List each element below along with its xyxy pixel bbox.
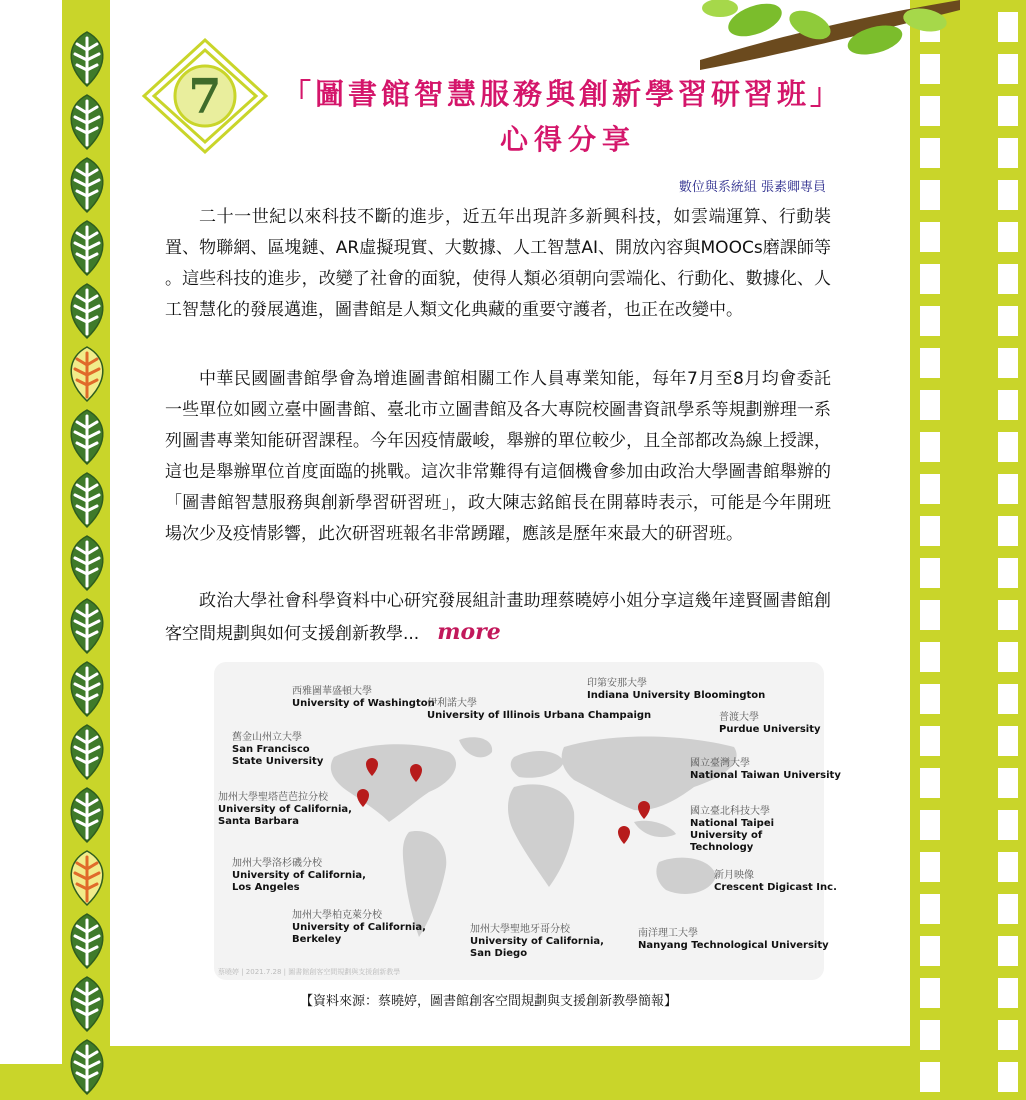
film-hole	[998, 390, 1018, 420]
film-hole	[920, 306, 940, 336]
leaf-icon	[62, 219, 112, 277]
film-hole	[920, 852, 940, 882]
film-hole	[920, 684, 940, 714]
film-hole	[920, 768, 940, 798]
leaf-icon	[62, 849, 112, 907]
tree-branch-decoration	[660, 0, 960, 80]
map-label-washington: 西雅圖華盛頓大學 University of Washington	[292, 686, 435, 709]
film-hole	[998, 1062, 1018, 1092]
leaf-icon	[62, 156, 112, 214]
map-label-berkeley: 加州大學柏克萊分校 University of California, Berkeley	[292, 910, 426, 945]
film-hole	[920, 726, 940, 756]
map-label-indiana: 印第安那大學 Indiana University Bloomington	[587, 678, 766, 701]
film-hole	[920, 474, 940, 504]
film-hole	[998, 516, 1018, 546]
film-hole	[998, 558, 1018, 588]
film-hole	[920, 600, 940, 630]
film-hole	[998, 768, 1018, 798]
map-label-ucla: 加州大學洛杉磯分校 University of California, Los Angeles	[232, 858, 366, 893]
film-hole	[998, 642, 1018, 672]
leaf-icon	[62, 345, 112, 403]
film-hole	[920, 894, 940, 924]
film-hole	[920, 348, 940, 378]
film-hole	[998, 264, 1018, 294]
film-hole	[920, 642, 940, 672]
paragraph-3-text: 政治大學社會科學資料中心研究發展組計畫助理蔡曉婷小姐分享這幾年達賢圖書館創客空間規劃與如何支援創新教學...	[165, 591, 831, 644]
film-strip-border	[910, 0, 1026, 1064]
leaf-icon	[62, 723, 112, 781]
article-title-line2: 心得分享	[500, 123, 637, 156]
film-hole	[998, 432, 1018, 462]
leaf-icon	[62, 786, 112, 844]
section-number: 7	[188, 69, 222, 125]
film-hole	[998, 726, 1018, 756]
film-hole	[920, 516, 940, 546]
film-hole	[920, 138, 940, 168]
film-hole	[998, 978, 1018, 1008]
partner-map-figure	[214, 662, 841, 980]
leaf-icon	[62, 1038, 112, 1096]
map-label-purdue: 普渡大學 Purdue University	[719, 712, 821, 735]
film-hole	[998, 600, 1018, 630]
film-hole	[920, 96, 940, 126]
film-hole	[998, 474, 1018, 504]
section-number-badge	[140, 36, 270, 156]
film-hole	[920, 264, 940, 294]
paragraph-2: 中華民國圖書館學會為增進圖書館相關工作人員專業知能，每年7月至8月均會委託一些單位如國立臺中圖書館、臺北市立圖書館及各大專院校圖書資訊學系等規劃辦理一系列圖書專業知能研習課程。今年因疫情嚴峻，舉辦的單位較少，且全部都改為線上授課，這也是舉辦單位首度面臨的挑戰。這次非常難得有這個機會參加由政治大學圖書館舉辦的「圖書館智慧服務與創新學習研習班」，政大陳志銘館長在開幕時表示，可能是今年開班場次少及疫情影響，此次研習班報名非常踴躍，應該是歷年來最大的研習班。	[165, 369, 831, 544]
film-hole	[920, 936, 940, 966]
film-hole	[998, 894, 1018, 924]
leaf-icon	[62, 912, 112, 970]
map-label-ntut: 國立臺北科技大學 National Taipei University of Technology	[690, 806, 775, 853]
leaf-icon	[62, 975, 112, 1033]
map-credit: 蔡曉婷 | 2021.7.28 | 圖書館創客空間規劃與支援創新教學	[218, 968, 401, 976]
film-hole	[920, 1062, 940, 1092]
figure-caption: 【資料來源：蔡曉婷，圖書館創客空間規劃與支援創新教學簡報】	[300, 994, 678, 1009]
map-label-ntu: 國立臺灣大學 National Taiwan University	[690, 758, 841, 781]
film-hole	[920, 978, 940, 1008]
film-hole	[998, 180, 1018, 210]
leaf-icon	[62, 408, 112, 466]
film-hole	[920, 1020, 940, 1050]
film-hole	[998, 348, 1018, 378]
map-label-ucsb: 加州大學聖塔芭芭拉分校 University of California, Santa Barbara	[218, 792, 352, 827]
leaf-icon	[62, 534, 112, 592]
article-title-line1: 「圖書館智慧服務與創新學習研習班」	[282, 77, 844, 111]
map-label-ucsd: 加州大學聖地牙哥分校 University of California, San Diego	[470, 924, 604, 959]
film-hole	[998, 306, 1018, 336]
film-hole	[998, 222, 1018, 252]
leaf-icon	[62, 93, 112, 151]
paragraph-1: 二十一世紀以來科技不斷的進步，近五年出現許多新興科技，如雲端運算、行動裝置、物聯網、區塊鏈、AR虛擬現實、大數據、人工智慧AI、開放內容與MOOCs磨課師等 。這些科技的進步，改變了社會的面貌，使得人類必須朝向雲端化、行動化、數據化、人工智慧化的發展邁進，圖書館是人類文化典藏的重要守護者，也正在改變中。	[165, 207, 831, 320]
map-label-crescent: 新月映像 Crescent Digicast Inc.	[714, 870, 837, 893]
bottom-border	[110, 1046, 910, 1064]
leaf-icon	[62, 282, 112, 340]
left-margin	[0, 0, 62, 1064]
film-hole	[920, 222, 940, 252]
map-label-ntu-singapore: 南洋理工大學 Nanyang Technological University	[638, 928, 829, 951]
film-hole	[920, 558, 940, 588]
film-hole	[998, 1020, 1018, 1050]
film-hole	[998, 138, 1018, 168]
film-hole	[920, 810, 940, 840]
paragraph-3	[165, 586, 831, 650]
leaf-icon	[62, 597, 112, 655]
author-byline: 數位與系統組 張素卿專員	[678, 180, 826, 195]
film-hole	[998, 12, 1018, 42]
film-hole	[998, 936, 1018, 966]
film-hole	[998, 684, 1018, 714]
map-label-sfsu: 舊金山州立大學 San Francisco State University	[232, 732, 324, 767]
film-hole	[998, 96, 1018, 126]
film-hole	[920, 432, 940, 462]
more-link[interactable]: more	[437, 619, 501, 645]
film-hole	[920, 390, 940, 420]
film-hole	[998, 852, 1018, 882]
leaf-icon	[62, 30, 112, 88]
film-hole	[920, 180, 940, 210]
leaf-icon	[62, 660, 112, 718]
film-hole	[998, 810, 1018, 840]
film-hole	[998, 54, 1018, 84]
leaf-icon	[62, 471, 112, 529]
map-label-illinois: 伊利諾大學 University of Illinois Urbana Champaign	[427, 698, 652, 721]
